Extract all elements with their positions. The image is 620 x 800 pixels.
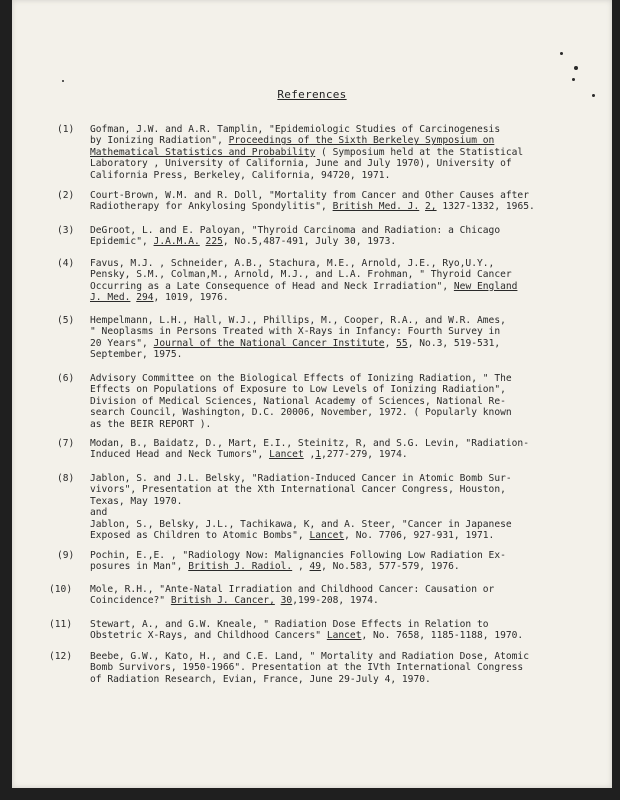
reference-number: (9) — [57, 550, 75, 561]
reference-text — [90, 315, 602, 361]
citation-text: " Neoplasms in Persons Treated with X-Rays in Infancy: Fourth Survey in — [90, 326, 501, 338]
citation-text: , No. 7706, 927-931, 1971. — [344, 530, 495, 542]
underlined-citation: 2, — [425, 201, 437, 213]
citation-text: , — [384, 337, 397, 349]
underlined-citation: J. Med. — [90, 292, 131, 304]
reference-line — [90, 561, 602, 572]
citation-text: Texas, May 1970. — [90, 495, 183, 507]
citation-text: September, 1975. — [90, 349, 183, 361]
citation-text: ( Symposium held at the Statistical — [315, 146, 524, 158]
underlined-citation: New England — [453, 280, 518, 292]
citation-text: Favus, M.J. , Schneider, A.B., Stachura, M.E., Arnold, J.E., Ryo,U.Y., — [90, 258, 495, 269]
reference-number: (12) — [49, 651, 73, 662]
underlined-citation: Proceedings of the Sixth Berkeley Symposium on — [228, 135, 495, 147]
reference-text — [90, 550, 602, 573]
reference-line — [90, 496, 602, 507]
reference-line — [90, 595, 602, 606]
reference-number: (11) — [49, 619, 73, 630]
reference-text — [90, 373, 602, 430]
underlined-citation: 294 — [136, 292, 154, 304]
reference-number: (10) — [49, 584, 73, 595]
reference-line — [90, 269, 602, 280]
underlined-citation: Lancet — [269, 449, 304, 461]
reference-line — [90, 662, 602, 673]
citation-text: Laboratory , University of California, June and July 1970), University of — [90, 158, 512, 170]
reference-line — [90, 292, 602, 303]
reference-line — [90, 519, 602, 530]
citation-text: ,199-208, 1974. — [292, 595, 379, 607]
citation-text: , 1019, 1976. — [153, 292, 229, 304]
citation-text: posures in Man", — [90, 561, 189, 573]
reference-line — [90, 674, 602, 685]
citation-text: , No.5,487-491, July 30, 1973. — [222, 236, 397, 248]
reference-number: (3) — [57, 225, 75, 236]
reference-line — [90, 158, 602, 169]
underlined-citation: British Med. J. — [332, 201, 420, 213]
reference-line — [90, 473, 602, 484]
citation-text: Hempelmann, L.H., Hall, W.J., Phillips, M., Cooper, R.A., and W.R. Ames, — [90, 315, 506, 326]
citation-text: DeGroot, L. and E. Paloyan, "Thyroid Carcinoma and Radiation: a Chicago — [90, 225, 501, 236]
reference-line — [90, 326, 602, 337]
reference-text — [90, 190, 602, 213]
citation-text: , — [303, 449, 316, 461]
reference-number: (2) — [57, 190, 75, 201]
reference-line — [90, 651, 602, 662]
citation-text: Pochin, E.,E. , "Radiology Now: Malignancies Following Low Radiation Ex- — [90, 550, 506, 561]
underlined-citation: British J. Cancer, — [170, 595, 275, 607]
underlined-citation: Lancet — [326, 630, 362, 642]
citation-text: Obstetric X-Rays, and Childhood Cancers" — [90, 630, 327, 642]
document-page — [12, 0, 612, 788]
underlined-citation: J.A.M.A. — [153, 236, 200, 248]
reference-line — [90, 349, 602, 360]
reference-line — [90, 225, 602, 236]
reference-number: (1) — [57, 124, 75, 135]
reference-number: (8) — [57, 473, 75, 484]
reference-text — [90, 438, 602, 461]
citation-text: Epidemic", — [90, 236, 154, 248]
reference-line — [90, 484, 602, 495]
citation-text: , — [292, 561, 310, 573]
reference-line — [90, 438, 602, 449]
citation-text: Effects on Populations of Exposure to Low Levels of Ionizing Radiation", — [90, 384, 506, 396]
reference-text — [90, 473, 602, 541]
citation-text: Gofman, J.W. and A.R. Tamplin, "Epidemiologic Studies of Carcinogenesis — [90, 124, 501, 135]
reference-line — [90, 338, 602, 349]
ink-speck — [572, 78, 575, 81]
reference-number: (7) — [57, 438, 75, 449]
reference-line — [90, 530, 602, 541]
citation-text: , No.3, 519-531, — [407, 337, 501, 349]
citation-text: Stewart, A., and G.W. Kneale, " Radiation Dose Effects in Relation to — [90, 619, 489, 630]
reference-line — [90, 630, 602, 641]
citation-text: Advisory Committee on the Biological Effects of Ionizing Radiation, " The — [90, 373, 512, 384]
citation-text: Bomb Survivors, 1950-1966". Presentation at the IVth International Congress — [90, 662, 524, 674]
underlined-citation: 49 — [309, 561, 322, 573]
reference-line — [90, 147, 602, 158]
underlined-citation: 225 — [205, 236, 223, 248]
reference-line — [90, 373, 602, 384]
reference-text — [90, 124, 602, 181]
citation-text: Exposed as Children to Atomic Bombs", — [90, 530, 310, 542]
citation-text: 20 Years", — [90, 337, 154, 349]
citation-text: Induced Head and Neck Tumors", — [90, 449, 270, 461]
ink-speck — [560, 52, 563, 55]
reference-line — [90, 281, 602, 292]
underlined-citation: Journal of the National Cancer Institute — [153, 337, 385, 349]
underlined-citation: 1 — [315, 449, 322, 461]
citation-text: Modan, B., Baidatz, D., Mart, E.I., Steinitz, R, and S.G. Levin, "Radiation- — [90, 438, 529, 449]
reference-line — [90, 236, 602, 247]
reference-line — [90, 201, 602, 212]
citation-text: search Council, Washington, D.C. 20006, November, 1972. ( Popularly known — [90, 407, 512, 419]
underlined-citation: Mathematical Statistics and Probability — [90, 146, 316, 158]
citation-text: California Press, Berkeley, California, 94720, 1971. — [90, 169, 391, 181]
citation-text: , No. 7658, 1185-1188, 1970. — [361, 630, 524, 642]
reference-line — [90, 449, 602, 460]
ink-speck — [574, 66, 578, 70]
citation-text: Jablon, S., Belsky, J.L., Tachikawa, K, and A. Steer, "Cancer in Japanese — [90, 518, 512, 530]
reference-line — [90, 584, 602, 595]
reference-text — [90, 258, 602, 304]
citation-text: and — [90, 507, 108, 519]
underlined-citation: British J. Radiol. — [188, 561, 293, 573]
citation-text: by Ionizing Radiation", — [90, 135, 229, 147]
reference-line — [90, 190, 602, 201]
ink-speck — [62, 80, 64, 82]
reference-line — [90, 419, 602, 430]
underlined-citation: 30 — [280, 595, 293, 607]
citation-text: Beebe, G.W., Kato, H., and C.E. Land, " Mortality and Radiation Dose, Atomic — [90, 651, 529, 662]
citation-text: ,277-279, 1974. — [321, 449, 408, 461]
page-title: References — [277, 88, 347, 101]
citation-text: Radiotherapy for Ankylosing Spondylitis", — [90, 201, 333, 213]
citation-text: of Radiation Research, Evian, France, June 29-July 4, 1970. — [90, 673, 431, 685]
citation-text: 1327-1332, 1965. — [436, 201, 535, 213]
reference-line — [90, 619, 602, 630]
reference-line — [90, 407, 602, 418]
reference-text — [90, 651, 602, 685]
citation-text: Coincidence?" — [90, 595, 171, 607]
reference-line — [90, 258, 602, 269]
citation-text: as the BEIR REPORT ). — [90, 418, 212, 430]
reference-line — [90, 315, 602, 326]
citation-text: , No.583, 577-579, 1976. — [321, 561, 460, 573]
reference-number: (6) — [57, 373, 75, 384]
reference-line — [90, 135, 602, 146]
reference-text — [90, 584, 602, 607]
citation-text: Occurring as a Late Consequence of Head and Neck Irradiation", — [90, 280, 454, 292]
reference-line — [90, 550, 602, 561]
citation-text: vivors", Presentation at the Xth International Cancer Congress, Houston, — [90, 484, 506, 496]
reference-number: (4) — [57, 258, 75, 269]
reference-line — [90, 170, 602, 181]
reference-number: (5) — [57, 315, 75, 326]
reference-line — [90, 384, 602, 395]
reference-line — [90, 507, 602, 518]
citation-text: Court-Brown, W.M. and R. Doll, "Mortality from Cancer and Other Causes after — [90, 190, 529, 201]
reference-text — [90, 619, 602, 642]
reference-line — [90, 124, 602, 135]
reference-line — [90, 396, 602, 407]
reference-text — [90, 225, 602, 248]
citation-text: Jablon, S. and J.L. Belsky, "Radiation-Induced Cancer in Atomic Bomb Sur- — [90, 473, 512, 484]
citation-text: Mole, R.H., "Ante-Natal Irradiation and Childhood Cancer: Causation or — [90, 584, 495, 595]
underlined-citation: 55 — [396, 337, 408, 349]
underlined-citation: Lancet — [309, 530, 345, 542]
citation-text: Pensky, S.M., Colman,M., Arnold, M.J., and L.A. Frohman, " Thyroid Cancer — [90, 269, 512, 281]
citation-text: Division of Medical Sciences, National Academy of Sciences, National Re- — [90, 395, 506, 407]
